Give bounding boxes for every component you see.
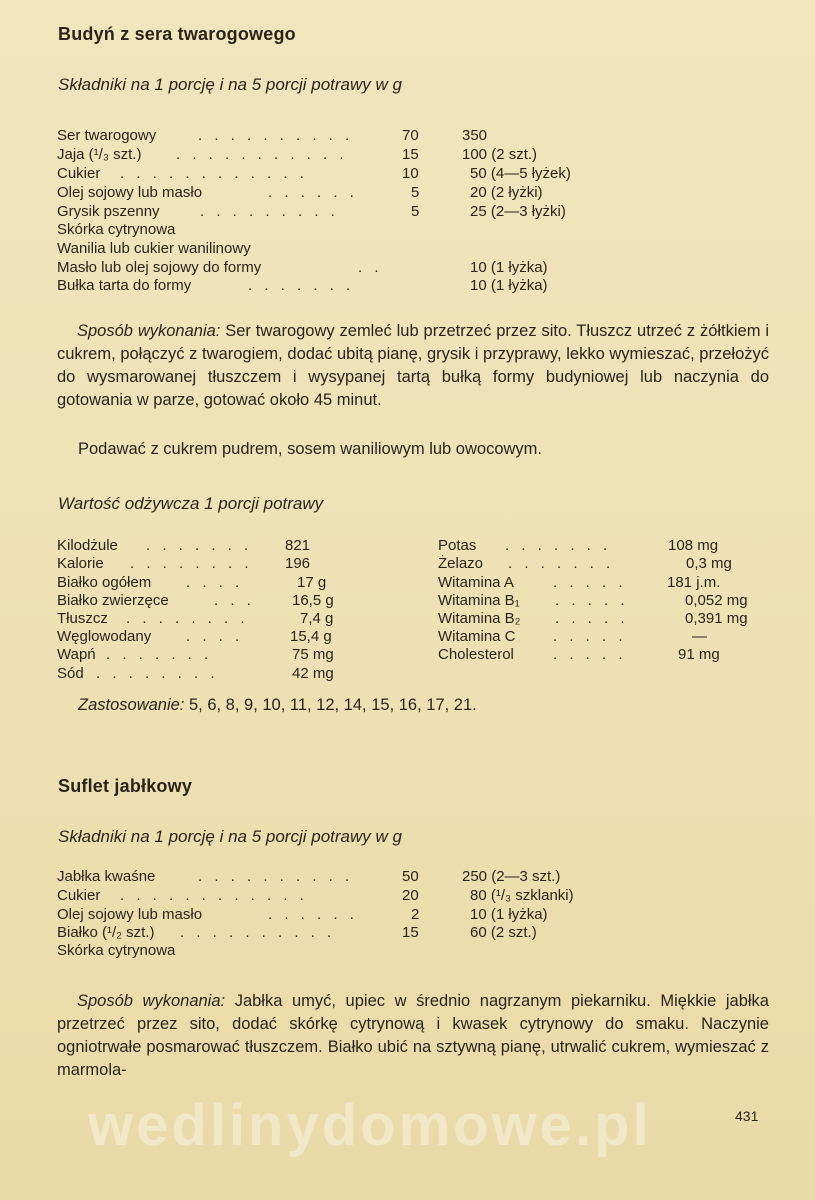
- leader-dots: . . . . . . . .: [126, 610, 249, 627]
- nutrient-value: 42 mg: [292, 665, 334, 682]
- amount-5-portions: 250 (2—3 szt.): [462, 868, 561, 885]
- leader-dots: . . . . . . . . . . . .: [120, 887, 308, 904]
- leader-dots: . . . . . . . .: [96, 665, 219, 682]
- nutrient-value: 17 g: [297, 574, 327, 591]
- method-text: Ser twarogowy zemleć lub przetrzeć przez sito. Tłuszcz utrzeć z żółtkiem i cukrem, połączyć z twarogiem, dodać ubitą pianę, grysik i przyprawy, lekko wymieszać, przełożyć do wysmarowanej tłuszczem i wysypanej tartą bułką formy budyniowej lub naczynia do gotowania w parze, gotować około 45 minut.: [57, 322, 769, 409]
- leader-dots: . . . . . . . . . .: [198, 868, 354, 885]
- amount-1-portion: 50: [402, 868, 419, 885]
- nutrient-name: Kalorie: [57, 555, 104, 572]
- method-paragraph: [57, 320, 769, 412]
- nutrient-name: Białko ogółem: [57, 574, 152, 591]
- nutrient-name: Witamina C: [438, 628, 516, 645]
- amount-1-portion: 10: [402, 165, 419, 182]
- nutrient-value: 16,5 g: [292, 592, 334, 609]
- nutrient-value: 7,4 g: [300, 610, 334, 627]
- amount-5-portions: 10 (1 łyżka): [470, 259, 548, 276]
- ingredient-name: Grysik pszenny: [57, 203, 160, 220]
- nutrient-name: Węglowodany: [57, 628, 152, 645]
- amount-1-portion: 15: [402, 146, 419, 163]
- nutrient-name: Białko zwierzęce: [57, 592, 169, 609]
- ingredient-name: Wanilia lub cukier wanilinowy: [57, 240, 251, 257]
- leader-dots: . . . . . . .: [248, 277, 355, 294]
- amount-5-portions: 25 (2—3 łyżki): [470, 203, 566, 220]
- page-number: 431: [735, 1108, 759, 1124]
- amount-1-portion: 70: [402, 127, 419, 144]
- leader-dots: . . . . .: [553, 574, 627, 591]
- leader-dots: . . . . . . .: [106, 646, 213, 663]
- amount-5-portions: 10 (1 łyżka): [470, 277, 548, 294]
- amount-1-portion: 5: [411, 203, 420, 220]
- amount-5-portions: 80 (¹/₃ szklanki): [470, 887, 574, 904]
- ingredient-name: Skórka cytrynowa: [57, 942, 176, 959]
- nutrient-name: Kilodżule: [57, 537, 118, 554]
- method-label: Sposób wykonania:: [77, 322, 221, 340]
- ingredient-name: Ser twarogowy: [57, 127, 157, 144]
- amount-1-portion: 2: [411, 906, 420, 923]
- ingredient-name: Skórka cytrynowa: [57, 221, 176, 238]
- nutrient-name: Witamina B₂: [438, 610, 521, 627]
- leader-dots: . . . . . . . . .: [200, 203, 339, 220]
- watermark: wedlinydomowe.pl: [88, 1093, 652, 1158]
- leader-dots: . . . . . . . .: [130, 555, 253, 572]
- nutrient-value: 0,3 mg: [686, 555, 732, 572]
- usage-line: [78, 696, 477, 715]
- amount-5-portions: 10 (1 łyżka): [470, 906, 548, 923]
- ingredient-name: Jaja (¹/₃ szt.): [57, 146, 142, 163]
- amount-5-portions: 350: [462, 127, 488, 144]
- method-label: Sposób wykonania:: [77, 992, 226, 1010]
- leader-dots: . .: [358, 259, 383, 276]
- nutrient-name: Sód: [57, 665, 84, 682]
- leader-dots: . . . . . . .: [146, 537, 253, 554]
- method-text: Jabłka umyć, upiec w średnio nagrzanym piekarniku. Miękkie jabłka przetrzeć przez sito, dodać skórkę cytrynową i kwasek cytrynowy do smaku. Naczynie ogniotrwałe posmarować tłuszczem. Białko ubić na sztywną pianę, utrwalić cukrem, wymieszać z marmola-: [57, 992, 769, 1079]
- leader-dots: . . .: [214, 592, 255, 609]
- amount-1-portion: 5: [411, 184, 420, 201]
- nutrient-value: 91 mg: [678, 646, 720, 663]
- leader-dots: . . . . . .: [268, 184, 358, 201]
- nutrient-value: 181 j.m.: [667, 574, 721, 591]
- usage-values: 5, 6, 8, 9, 10, 11, 12, 14, 15, 16, 17, 21.: [188, 696, 477, 714]
- ingredient-name: Białko (¹/₂ szt.): [57, 924, 155, 941]
- nutrient-value: 821: [285, 537, 311, 554]
- nutrition-heading: Wartość odżywcza 1 porcji potrawy: [58, 494, 324, 513]
- ingredient-name: Olej sojowy lub masło: [57, 184, 203, 201]
- nutrient-name: Witamina B₁: [438, 592, 520, 609]
- nutrient-name: Żelazo: [438, 555, 484, 572]
- amount-5-portions: 60 (2 szt.): [470, 924, 537, 941]
- nutrient-value: 196: [285, 555, 311, 572]
- ingredient-name: Jabłka kwaśne: [57, 868, 156, 885]
- nutrient-name: Cholesterol: [438, 646, 514, 663]
- serving-text: Podawać z cukrem pudrem, sosem waniliowym lub owocowym.: [78, 440, 542, 458]
- leader-dots: . . . . . . . . . .: [198, 127, 354, 144]
- nutrient-value: 75 mg: [292, 646, 334, 663]
- leader-dots: . . . . .: [555, 592, 629, 609]
- ingredient-name: Olej sojowy lub masło: [57, 906, 203, 923]
- nutrient-name: Wapń: [57, 646, 96, 663]
- amount-1-portion: 20: [402, 887, 419, 904]
- nutrient-value: 15,4 g: [290, 628, 332, 645]
- leader-dots: . . . . . . . . . .: [180, 924, 336, 941]
- ingredient-name: Bułka tarta do formy: [57, 277, 192, 294]
- ingredient-name: Cukier: [57, 887, 101, 904]
- leader-dots: . . . . . . . . . . . .: [120, 165, 308, 182]
- nutrient-value: 0,391 mg: [685, 610, 748, 627]
- leader-dots: . . . .: [186, 628, 244, 645]
- nutrient-name: Tłuszcz: [57, 610, 108, 627]
- recipe-title: Budyń z sera twarogowego: [58, 24, 296, 44]
- leader-dots: . . . . . .: [268, 906, 358, 923]
- amount-1-portion: 15: [402, 924, 419, 941]
- leader-dots: . . . . . . . . . . .: [176, 146, 348, 163]
- nutrient-value: —: [692, 628, 707, 645]
- ingredients-heading: Składniki na 1 porcję i na 5 porcji potrawy w g: [58, 75, 402, 94]
- ingredients-heading: Składniki na 1 porcję i na 5 porcji potrawy w g: [58, 827, 402, 846]
- nutrient-name: Potas: [438, 537, 477, 554]
- recipe-title: Suflet jabłkowy: [58, 776, 193, 796]
- nutrient-name: Witamina A: [438, 574, 514, 591]
- method-paragraph: [57, 990, 769, 1082]
- usage-label: Zastosowanie:: [78, 696, 185, 714]
- leader-dots: . . . . .: [553, 628, 627, 645]
- nutrient-value: 0,052 mg: [685, 592, 748, 609]
- amount-5-portions: 20 (2 łyżki): [470, 184, 543, 201]
- ingredient-name: Masło lub olej sojowy do formy: [57, 259, 262, 276]
- amount-5-portions: 50 (4—5 łyżek): [470, 165, 571, 182]
- leader-dots: . . . .: [186, 574, 244, 591]
- leader-dots: . . . . . . .: [505, 537, 612, 554]
- leader-dots: . . . . .: [553, 646, 627, 663]
- leader-dots: . . . . .: [555, 610, 629, 627]
- leader-dots: . . . . . . .: [508, 555, 615, 572]
- nutrient-value: 108 mg: [668, 537, 719, 554]
- amount-5-portions: 100 (2 szt.): [462, 146, 538, 163]
- ingredient-name: Cukier: [57, 165, 101, 182]
